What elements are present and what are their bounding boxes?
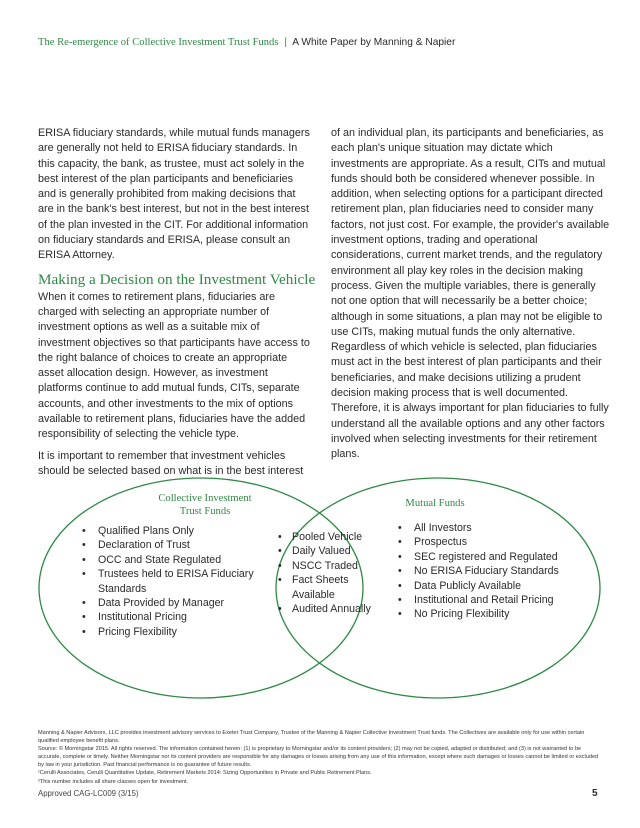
venn-left-item: • Pricing Flexibility (80, 625, 292, 639)
venn-right-item: • Data Publicly Available (396, 579, 602, 593)
footnote-source: Source: © Morningstar 2015. All rights reserved. The information contained herein: (1) is proprietary to Morningstar and/or its content providers; (2) may not be copied, adapted or distributed; and (3) is not warranted to be accurate, complete or timely. Neither Morningstar nor its content providers are responsible for any damages or losses arising from any use of this information, except where such damages or losses cannot be limited or excluded by law in your jurisdiction. Past financial performance is no guarantee of future results. (38, 746, 599, 769)
venn-right-item: • SEC registered and Regulated (396, 550, 602, 564)
venn-right-item: • Institutional and Retail Pricing (396, 593, 602, 607)
venn-right-item: • No ERISA Fiduciary Standards (396, 564, 602, 578)
venn-left-item: • OCC and State Regulated (80, 553, 292, 567)
venn-left-title-line1: Collective Investment (158, 493, 252, 504)
venn-right-item: • No Pricing Flexibility (396, 607, 602, 621)
venn-left-item: • Declaration of Trust (80, 538, 292, 552)
left-paragraph-3: It is important to remember that investment vehicles should be selected based on what is in the best interest (38, 449, 304, 477)
section-heading: Making a Decision on the Investment Vehicle (38, 270, 316, 288)
footnote-2: ²This number includes all share classes open for investment. (38, 778, 189, 785)
venn-middle-item: • Fact Sheets Available (278, 573, 376, 602)
left-paragraph-1: ERISA fiduciary standards, while mutual funds managers are generally not held to ERISA fiduciary standards. In this capacity, the bank, as trustee, must act solely in the best interest of the plan participants and beneficiaries and is generally prohibited from making decisions that are in the bank's best interest, but not in the best interest of the plan invested in the CIT. For additional information on fiduciary standards and ERISA, please consult an ERISA Attorney. (38, 127, 310, 262)
venn-middle-item: • Daily Valued (278, 544, 376, 558)
venn-right-list (396, 521, 602, 622)
venn-left-item: • Qualified Plans Only (80, 524, 292, 538)
venn-right-title: Mutual Funds (405, 498, 465, 509)
page-header (38, 37, 608, 48)
header-subtitle: A White Paper by Manning & Napier (292, 37, 456, 48)
footnote-1: ¹Cerulli Associates, Cerulli Quantitative Update, Retirement Markets 2014: Sizing Opportunities in Private and Public Retirement Plans. (38, 770, 372, 777)
venn-diagram (38, 476, 610, 704)
left-column (38, 126, 314, 485)
footnote-disclosure: Manning & Napier Advisors, LLC provides investment advisory services to Exeter Trust Company, Trustee of the Manning & Napier Collective Investment Trust funds. The Collectives are available only for use within certain qualified employee benefit plans. (38, 730, 585, 745)
venn-left-item: • Data Provided by Manager (80, 596, 292, 610)
header-title: The Re-emergence of Collective Investment Trust Funds (38, 37, 279, 48)
venn-left-title (135, 492, 275, 518)
venn-middle-item: • NSCC Traded (278, 559, 376, 573)
venn-right-item: • Prospectus (396, 535, 602, 549)
venn-left-list (80, 524, 292, 639)
venn-middle-list (278, 530, 376, 616)
page-number: 5 (592, 788, 598, 799)
left-paragraph-2: When it comes to retirement plans, fiduciaries are charged with selecting an appropriate number of investment options as well as a suitable mix of investment objectives so that participants have access to the right balance of choices to create an appropriate asset allocation design. However, as investment platforms continue to add mutual funds, CITs, separate accounts, and other investments to the mix of options available to retirement plans, fiduciaries have the added responsibility of selecting the vehicle type. (38, 290, 310, 441)
header-separator: | (284, 37, 287, 48)
right-column (331, 126, 611, 469)
approval-code: Approved CAG-LC009 (3/15) (38, 789, 139, 798)
venn-middle-item: • Pooled Vehicle (278, 530, 376, 544)
footnotes (38, 729, 604, 786)
venn-left-item: • Institutional Pricing (80, 610, 292, 624)
venn-left-item: • Trustees held to ERISA Fiduciary Standards (80, 567, 292, 596)
venn-middle-item: • Audited Annually (278, 602, 376, 616)
venn-left-title-line2: Trust Funds (179, 506, 231, 517)
right-paragraph-1: of an individual plan, its participants and beneficiaries, as each plan's unique situation may dictate which investments are appropriate. As a result, CITs and mutual funds should both be considered whenever possible. In addition, when selecting options for a participant directed retirement plan, plan fiduciaries need to consider many factors, not just cost. For example, the provider's available investment options, trading and operational considerations, current market trends, and the regulatory environment all play key roles in the decision making process. Given the multiple variables, there is generally not one option that will necessarily be a better choice; although in some situations, a plan may not be eligible to use CITs, making mutual funds the only alternative. Regardless of which vehicle is selected, plan fiduciaries must act in the best interest of plan participants and their beneficiaries, and make decisions utilizing a prudent decision making process that is well documented. Therefore, it is always important for plan fiduciaries to fully understand all the available options and any other factors involved when selecting investments for their retirement plans. (331, 127, 610, 461)
venn-right-item: • All Investors (396, 521, 602, 535)
